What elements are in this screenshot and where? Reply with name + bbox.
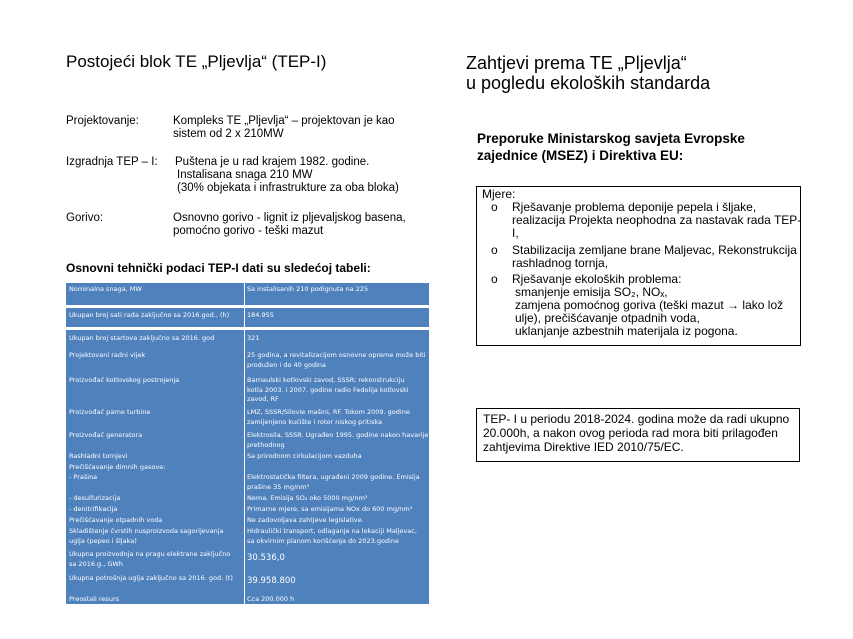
table-row: - denitrifikacija Primarne mjere, sa emisijama NOx do 600 mg/nm³ [66, 504, 429, 515]
table-row: Ukupan broj sati rada zaključno sa 2016.god., (h) 184.955 [66, 308, 429, 327]
izgradnja-value: Puštena je u rad krajem 1982. godine. Instalisana snaga 210 MW (30% objekata i infrastrukture za oba bloka) [175, 156, 399, 194]
table-row: Prečišćavanje otpadnih voda Ne zadovoljava zahtjeve legislative. [66, 515, 429, 526]
left-title: Postojeći blok TE „Pljevlja“ (TEP-I) [66, 52, 327, 71]
table-row: Nominalna snaga, MW Sa instalisanih 210 podignuta na 225 [66, 283, 429, 305]
table-row: Proizvođač kotlovskog postrojenja Barnaulski kotlovski zavod, SSSR; rekonstrukciju kotla 2003. i 2007. godine radio Fedolija kotlovski zavod, RF [66, 376, 429, 408]
tep-period-text: TEP- I u periodu 2018-2024. godina može da radi ukupno 20.000h, a nakon ovog perioda rad mora biti prilagođen zahtjevima Direktive IED 2010/75/EC. [483, 412, 790, 454]
measures-label: Mjere: [482, 187, 516, 201]
gorivo-label: Gorivo: [66, 212, 104, 224]
table-row: Rashladni tornjevi Sa prirodnom cirkulacijom vazduha [66, 451, 429, 462]
table-title: Osnovni tehnički podaci TEP-I dati su sledećoj tabeli: [66, 261, 371, 275]
measure-sub-1: smanjenje emisija SO₂, NOₓ, [515, 285, 668, 299]
measure-item-3: Rješavanje ekoloških problema: smanjenje emisija SO₂, NOₓ, zamjena pomoćnog goriva (teški mazut → lako lož ulje), prečišćavanje otpadnih voda, uklanjanje azbestnih materijala iz pogona. [512, 273, 802, 338]
table-row: Projektovani radni vijek 25 godina, a revitalizacijom osnovne opreme može biti produžen i do 40 godina [66, 350, 429, 376]
technical-data-table [66, 283, 429, 604]
table-row: Skladištenje čvrstih nusproizvoda sagorijevanja uglja (pepeo i šljaka) Hidraulički transport, odlaganje na lokaciji Maljevac, sa okvirnim planom korišćenja do 2023.godine [66, 526, 429, 548]
bullet-o: o [491, 272, 498, 286]
measure-sub-3: ulje), prečišćavanje otpadnih voda, [515, 311, 700, 325]
gorivo-value: Osnovno gorivo - lignit iz pljevaljskog basena, pomoćno gorivo - teški mazut [173, 212, 406, 237]
bullet-o: o [491, 243, 498, 257]
table-row: Ukupna potrošnja uglja zaključno sa 2016. god. (t) 39.958.800 [66, 572, 429, 594]
table-column-divider [244, 283, 245, 604]
table-row: Preostali resurs Cca 200.000 h [66, 594, 429, 604]
recommendations-heading: Preporuke Ministarskog savjeta Evropske zajednice (MSEZ) i Direktiva EU: [477, 131, 745, 163]
bullet-o: o [491, 200, 498, 214]
table-row: Prečišćavanje dimnih gasova: [66, 462, 429, 473]
right-title: Zahtjevi prema TE „Pljevlja“ u pogledu ekoloških standarda [466, 53, 711, 93]
projektovanje-label: Projektovanje: [66, 115, 139, 127]
measure-sub-4: uklanjanje azbestnih materijala iz pogona. [515, 324, 738, 338]
table-row: Ukupna proizvodnja na pragu elektrane zaključno sa 2016.g., GWh 30.536,0 [66, 548, 429, 572]
measure-item-1: Rješavanje problema deponije pepela i šljake, realizacija Projekta neophodna za nastavak rada TEP- I, [512, 200, 802, 240]
measure-sub-2: zamjena pomoćnog goriva (teški mazut → lako lož [515, 298, 784, 312]
table-row: - Prašina Elektrostatička filtera, ugrađeni 2009 godine. Emisija prašine 35 mg/nm³ [66, 473, 429, 493]
projektovanje-value: Kompleks TE „Pljevlja“ – projektovan je kao sistem od 2 x 210MW [173, 115, 395, 140]
table-row: Ukupan broj startova zaključno sa 2016. god 321 [66, 330, 429, 351]
table-row: Proizvođač parne turbine LMZ, SSSR/Silovie mašini, RF. Tokom 2009. godine zamijenjeno kućište i rotor niskog pritiska [66, 408, 429, 430]
measure-item-2: Stabilizacija zemljane brane Maljevac, Rekonstrukcija rashladnog tornja, [512, 243, 797, 270]
table-row: Proizvođač generatora Elektrosila, SSSR. Ugrađen 1995. godine nakon havarije prethodnog [66, 430, 429, 451]
table-row: - desulfurizacija Nema. Emisija SO₂ oko 5000 mg/nm³ [66, 493, 429, 504]
izgradnja-label: Izgradnja TEP – I: [66, 156, 158, 168]
